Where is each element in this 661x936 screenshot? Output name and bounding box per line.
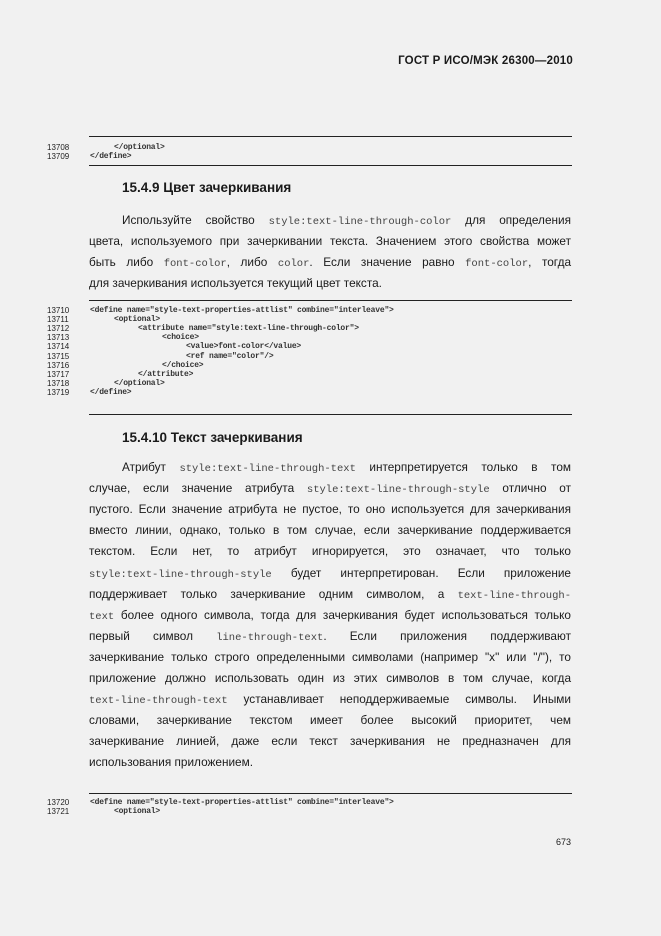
code-text: </optional> <box>114 378 165 388</box>
text-line <box>89 563 571 583</box>
line-number: 13708 <box>47 143 70 152</box>
code-line <box>0 342 661 351</box>
text-run: зачеркивание линией, даже если текст зачеркивания не предназначен для <box>89 734 571 749</box>
text-run: , тогда <box>528 255 572 270</box>
code-term: color <box>277 258 310 271</box>
line-number: 13714 <box>47 342 70 352</box>
code-term: style:text-line-through-style <box>306 484 490 497</box>
text-run: . Если значение равно <box>309 255 466 270</box>
text-run: для зачеркивания используется текущий цвет текста. <box>89 276 382 291</box>
text-run: пустого. Если значение атрибута не пустое, то оно используется для зачеркивания <box>89 502 571 517</box>
code-line <box>0 152 661 161</box>
code-text: </attribute> <box>138 369 194 379</box>
code-term: style:text-line-through-text <box>179 463 356 475</box>
text-line <box>89 626 571 646</box>
code-line <box>0 143 661 152</box>
code-line <box>0 315 661 324</box>
code-text: <define name="style-text-properties-attlist" combine="interleave"> <box>90 798 394 807</box>
line-number: 13713 <box>47 333 70 343</box>
code-line <box>0 807 661 816</box>
text-run: первый символ <box>89 628 217 643</box>
code-line <box>0 324 661 333</box>
text-run: Атрибут <box>122 460 180 474</box>
code-term: text-line-through- <box>457 589 571 602</box>
line-number: 13717 <box>47 369 70 379</box>
text-run: приложение должно использовать один из этих символов в том случае, когда <box>89 671 571 685</box>
code-line <box>0 798 661 807</box>
code-line <box>0 370 661 379</box>
text-run: зачеркивание только строго определенными символами (например "x" или "/"), то <box>89 649 571 664</box>
code-text: <optional> <box>114 807 161 817</box>
text-run: для определения <box>451 213 571 227</box>
code-text: </optional> <box>114 143 165 152</box>
text-run: быть либо <box>89 255 164 270</box>
code-text: <choice> <box>162 333 199 343</box>
line-number: 13712 <box>47 324 70 334</box>
code-rule-bottom <box>89 414 572 415</box>
line-number: 13719 <box>47 387 70 397</box>
text-line <box>89 584 571 604</box>
page-number: 673 <box>555 837 571 847</box>
text-run: использования приложением. <box>89 755 253 770</box>
code-line <box>0 379 661 388</box>
text-run: отлично от <box>489 481 571 496</box>
code-text: <define name="style-text-properties-attlist" combine="interleave"> <box>90 306 394 315</box>
text-line <box>89 731 571 751</box>
text-line <box>89 689 571 709</box>
code-term: line-through-text <box>216 631 324 644</box>
text-line <box>89 499 571 519</box>
code-line <box>0 388 661 397</box>
text-run: словами, зачеркивание текстом имеет более высокий приоритет, чем <box>89 713 571 728</box>
text-run: . Если приложения поддерживают <box>323 628 571 643</box>
code-text: </define> <box>90 152 132 162</box>
line-number: 13711 <box>47 315 69 325</box>
code-text: </define> <box>90 387 132 397</box>
code-term: text <box>89 610 115 623</box>
section-heading: 15.4.9 Цвет зачеркивания <box>122 180 292 195</box>
text-run: вместо линии, однако, только в том случае, если зачеркивание поддерживается <box>89 523 571 538</box>
code-text: <ref name="color"/> <box>186 351 274 361</box>
text-line <box>89 520 571 540</box>
line-number: 13710 <box>47 306 70 315</box>
text-line <box>89 252 571 272</box>
code-term: font-color <box>163 258 227 271</box>
code-term: text-line-through-text <box>89 695 228 708</box>
text-run: текстом. Если нет, то атрибут игнорируется, это означает, что только <box>89 544 571 559</box>
text-run: устанавливает неподдерживаемые символы. Иными <box>227 692 571 707</box>
text-line <box>89 273 571 293</box>
text-line <box>89 541 571 561</box>
document-header: ГОСТ Р ИСО/МЭК 26300—2010 <box>398 55 573 67</box>
text-line <box>89 647 571 667</box>
line-number: 13721 <box>47 807 70 817</box>
text-run: поддерживает только зачеркивание одним символом, а <box>89 586 458 601</box>
code-term: font-color <box>465 258 529 271</box>
text-run: интерпретируется только в том <box>355 460 571 474</box>
text-run: Используйте свойство <box>122 213 269 227</box>
text-run: , либо <box>226 255 278 270</box>
text-line <box>122 210 571 230</box>
code-rule-top <box>89 793 572 794</box>
text-run: цвета, используемого при зачеркивании текста. Значением этого свойства может <box>89 234 571 249</box>
text-run: случае, если значение атрибута <box>89 481 307 496</box>
line-number: 13720 <box>47 798 70 807</box>
code-term: style:text-line-through-style <box>89 568 272 581</box>
text-line <box>89 668 571 688</box>
text-run: более одного символа, тогда для зачеркивания будет использоваться только <box>114 607 571 622</box>
code-line <box>0 333 661 342</box>
code-rule-top <box>89 300 572 301</box>
text-line <box>89 710 571 730</box>
code-text: </choice> <box>162 360 204 370</box>
code-text: <value>font-color</value> <box>186 342 302 352</box>
code-text: <optional> <box>114 315 161 325</box>
text-line <box>89 752 571 772</box>
code-rule-bottom <box>89 165 572 166</box>
text-run: будет интерпретирован. Если приложение <box>271 565 571 580</box>
line-number: 13715 <box>47 351 70 361</box>
text-line <box>89 231 571 251</box>
code-line <box>0 352 661 361</box>
text-line <box>89 478 571 498</box>
line-number: 13709 <box>47 152 70 162</box>
line-number: 13718 <box>47 378 70 388</box>
code-text: <attribute name="style:text-line-through-color"> <box>138 324 359 334</box>
section-heading: 15.4.10 Текст зачеркивания <box>122 430 303 445</box>
code-rule-top <box>89 136 572 137</box>
text-line <box>122 457 571 477</box>
code-line <box>0 361 661 370</box>
text-line <box>89 605 571 625</box>
line-number: 13716 <box>47 360 70 370</box>
code-line <box>0 306 661 315</box>
code-term: style:text-line-through-color <box>268 216 452 228</box>
